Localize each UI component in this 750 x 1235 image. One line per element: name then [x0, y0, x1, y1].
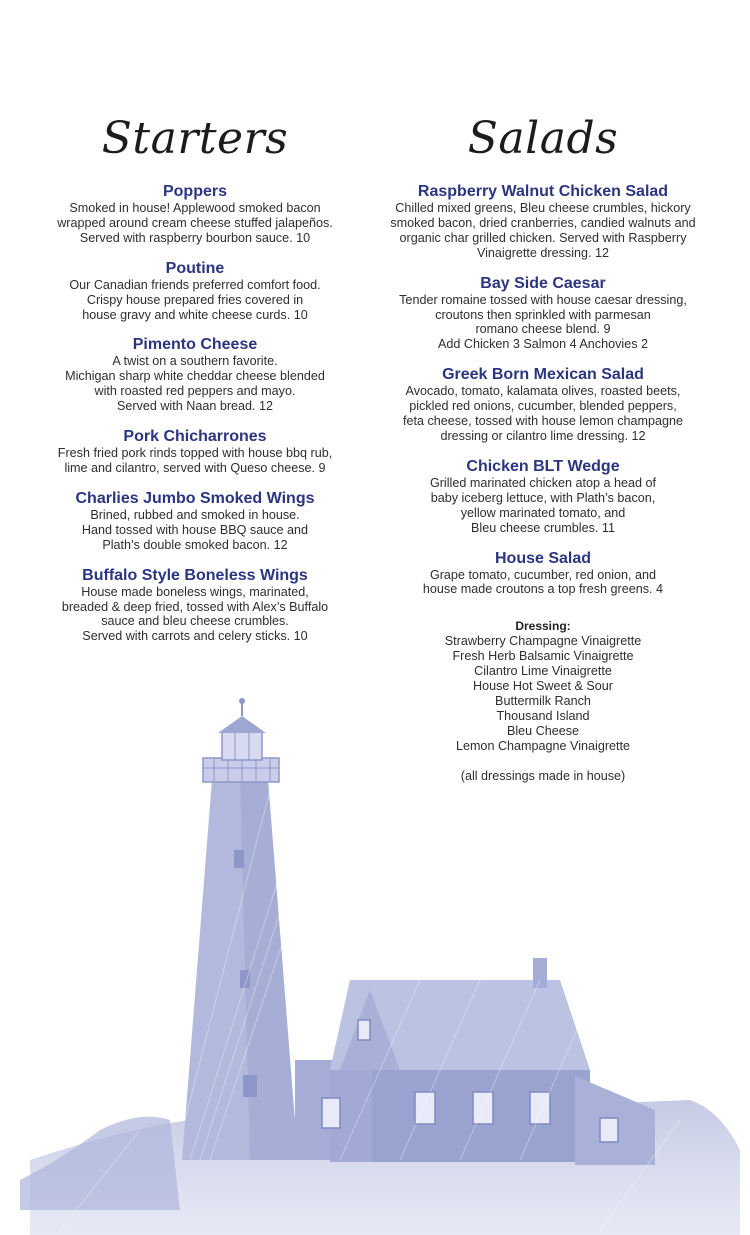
dressing-option: Fresh Herb Balsamic Vinaigrette: [452, 649, 634, 664]
dressing-option: Lemon Champagne Vinaigrette: [455, 738, 631, 753]
salads-column: [382, 112, 704, 784]
menu-item: [40, 182, 350, 246]
menu-item-name: Buffalo Style Boneless Wings: [82, 566, 308, 584]
dressing-option: Bleu Cheese: [506, 723, 580, 738]
menu-item-name: Pork Chicharrones: [123, 428, 267, 446]
salads-title: Salads: [467, 113, 619, 164]
dressing-option: Buttermilk Ranch: [495, 693, 591, 708]
menu-item-description: Grilled marinated chicken atop a head of baby iceberg lettuce, with Plath’s bacon, yellow marinated tomato, and Bleu cheese crumbles. 11: [429, 475, 657, 535]
menu-item-name: Poutine: [165, 259, 225, 277]
dressing-heading: Dressing:: [515, 619, 571, 634]
menu-item-name: Bay Side Caesar: [480, 274, 606, 292]
menu-item: [40, 566, 350, 645]
menu-item-name: Chicken BLT Wedge: [466, 457, 620, 475]
starters-list: [40, 182, 350, 644]
menu-item-description: Grape tomato, cucumber, red onion, and house made croutons a top fresh greens. 4: [422, 567, 664, 597]
dressing-option: House Hot Sweet & Sour: [472, 679, 613, 694]
menu-item: [40, 489, 350, 553]
menu-item-description: Tender romaine tossed with house caesar dressing, croutons then sprinkled with parmesan romano cheese blend. 9 Add Chicken 3 Salmon 4 Anchovies 2: [399, 292, 687, 352]
menu-item-description: Our Canadian friends preferred comfort food. Crispy house prepared fries covered in house gravy and white cheese curds. 10: [69, 277, 321, 322]
dressing-option: Thousand Island: [496, 708, 590, 723]
menu-item: [382, 549, 704, 598]
salads-list: [382, 182, 704, 597]
menu-item-description: A twist on a southern favorite. Michigan sharp white cheddar cheese blended with roasted red peppers and mayo. Served with Naan bread. 12: [65, 354, 325, 414]
menu-item-name: Greek Born Mexican Salad: [442, 366, 644, 384]
menu-item-description: Chilled mixed greens, Bleu cheese crumbles, hickory smoked bacon, dried cranberries, candied walnuts and organic char grilled chicken. Served with Raspberry Vinaigrette dressing. 12: [390, 201, 696, 260]
menu-item-description: Brined, rubbed and smoked in house. Hand tossed with house BBQ sauce and Plath’s double smoked bacon. 12: [81, 507, 309, 552]
menu-item-description: Smoked in house! Applewood smoked bacon wrapped around cream cheese stuffed jalapeños. Served with raspberry bourbon sauce. 10: [57, 201, 333, 245]
starters-column: [40, 112, 350, 657]
dressing-option: Strawberry Champagne Vinaigrette: [444, 634, 642, 649]
menu-item-description: Fresh fried pork rinds topped with house bbq rub, lime and cilantro, served with Queso cheese. 9: [57, 446, 333, 475]
dressing-option: Cilantro Lime Vinaigrette: [474, 664, 612, 679]
dressing-list: [382, 634, 704, 753]
menu-item: [382, 457, 704, 536]
menu-item-name: Raspberry Walnut Chicken Salad: [417, 183, 669, 200]
menu-item: [40, 427, 350, 476]
menu-item: [382, 365, 704, 444]
menu-item: [382, 182, 704, 261]
menu-item-name: Pimento Cheese: [132, 336, 258, 354]
menu-item: [40, 259, 350, 323]
starters-title: Starters: [101, 113, 289, 164]
menu-item-description: Avocado, tomato, kalamata olives, roasted beets, pickled red onions, cucumber, blended peppers, feta cheese, tossed with house lemon champagne dressing or cilantro lime dressing. 12: [402, 384, 684, 443]
menu-item-name: Charlies Jumbo Smoked Wings: [75, 489, 315, 507]
menu-item-description: House made boneless wings, marinated, breaded & deep fried, tossed with Alex’s Buffalo sauce and bleu cheese crumbles. Served with carrots and celery sticks. 10: [61, 584, 329, 644]
menu-item-name: House Salad: [494, 549, 592, 567]
menu-item: [382, 274, 704, 353]
menu-item-name: Poppers: [162, 183, 227, 200]
menu-item: [40, 335, 350, 414]
dressing-note: (all dressings made in house): [460, 768, 626, 783]
